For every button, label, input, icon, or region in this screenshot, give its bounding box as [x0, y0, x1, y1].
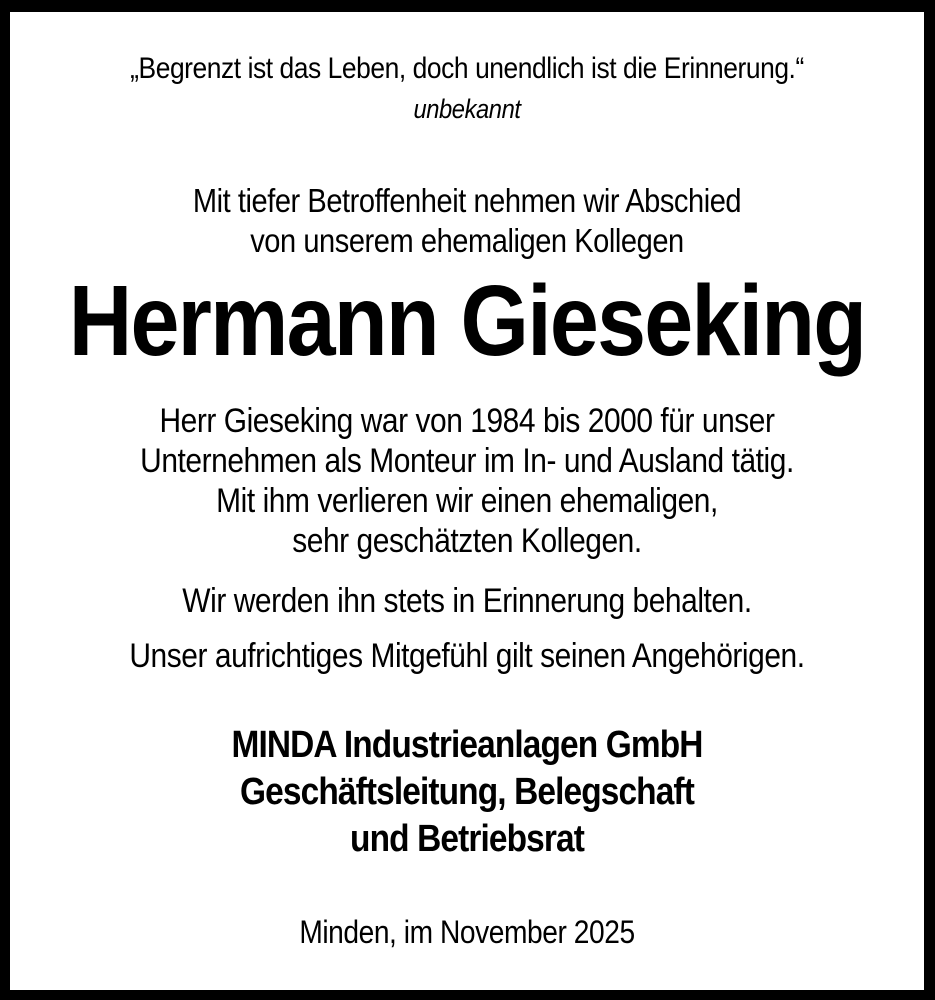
remembrance-text: Wir werden ihn stets in Erinnerung behalten.	[182, 582, 752, 620]
intro-text-line-1: Mit tiefer Betroffenheit nehmen wir Abschied	[192, 182, 742, 219]
body-text-line-3: Mit ihm verlieren wir einen ehemaligen,	[216, 482, 718, 520]
body-text-line-1: Herr Gieseking war von 1984 bis 2000 für unser	[159, 402, 775, 440]
signatory-company: MINDA Industrieanlagen GmbH	[231, 724, 703, 766]
condolence-text: Unser aufrichtiges Mitgefühl gilt seinen Angehörigen.	[129, 637, 805, 675]
memorial-quote: „Begrenzt ist das Leben, doch unendlich ist die Erinnerung.“	[130, 52, 804, 85]
obituary-card	[10, 12, 924, 990]
signatory-works-council: und Betriebsrat	[350, 818, 584, 860]
intro-text-line-2: von unserem ehemaligen Kollegen	[250, 222, 684, 259]
body-text-line-2: Unternehmen als Monteur im In- und Ausland tätig.	[140, 442, 794, 480]
place-and-date: Minden, im November 2025	[299, 914, 635, 950]
body-text-line-4: sehr geschätzten Kollegen.	[292, 522, 642, 560]
deceased-name: Hermann Gieseking	[68, 265, 866, 377]
quote-attribution: unbekannt	[413, 94, 521, 124]
signatory-groups: Geschäftsleitung, Belegschaft	[240, 771, 694, 813]
